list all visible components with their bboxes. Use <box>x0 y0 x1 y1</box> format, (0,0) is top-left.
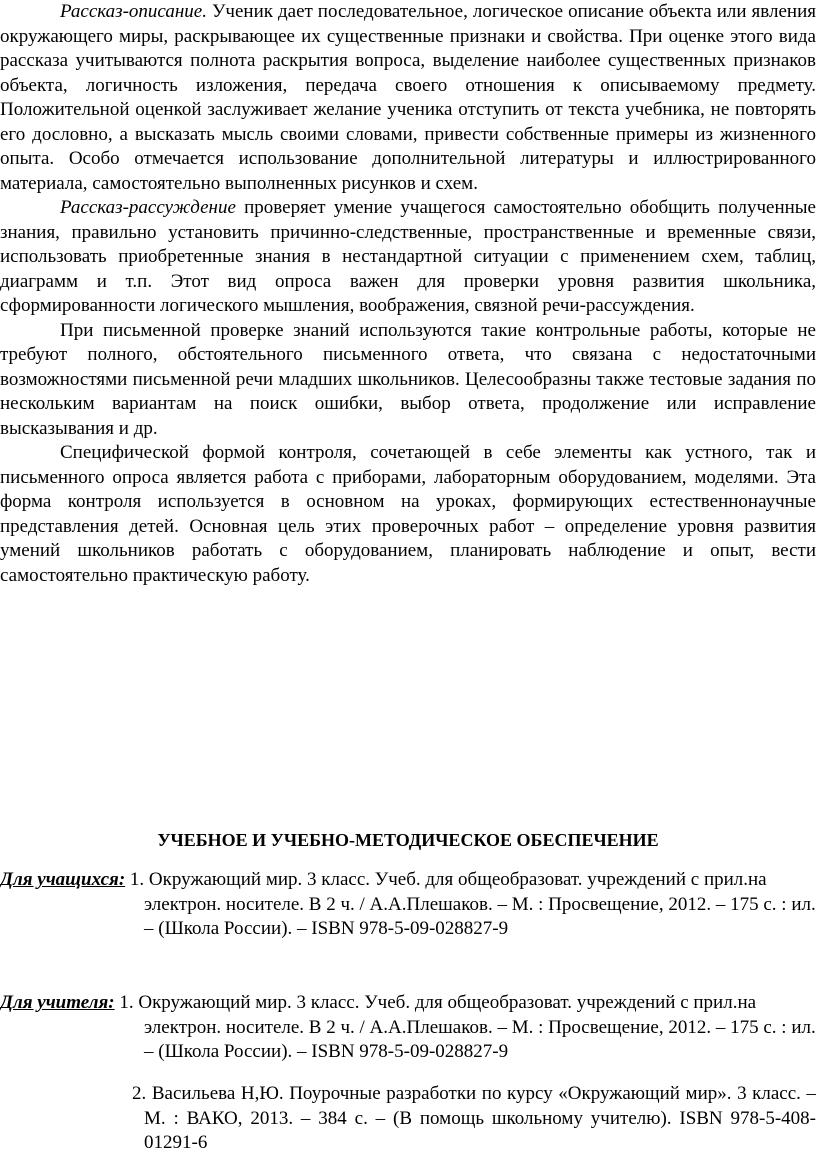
reference-item <box>0 1082 816 1156</box>
teacher-references-2 <box>0 1082 816 1156</box>
paragraph-description-story <box>0 0 816 196</box>
term-description-story: Рассказ-описание. <box>60 1 207 22</box>
teacher-label: Для учителя: <box>0 992 115 1013</box>
reference-item <box>0 991 816 1065</box>
section-heading: УЧЕБНОЕ И УЧЕБНО-МЕТОДИЧЕСКОЕ ОБЕСПЕЧЕНИЕ <box>157 830 659 850</box>
reference-text: Окружающий мир. 3 класс. Учеб. для общеобразоват. учреждений с прил.на электрон. носителе. В 2 ч. / А.А.Плешаков. – М. : Просвещение, 2012. – 175 с. : ил. – (Школа России). – ISBN 978-5-09-028827-9 <box>144 869 816 939</box>
reference-number: 1. <box>129 869 145 890</box>
reference-text: Васильева Н,Ю. Поурочные разработки по курсу «Окружающий мир». 3 класс. – М. : ВАКО, 2013. – 384 с. – (В помощь школьному учителю). ISBN 978-5-408-01291-6 <box>144 1083 816 1153</box>
paragraph-written-check <box>0 319 816 442</box>
students-references <box>0 868 816 942</box>
term-reasoning-story: Рассказ-рассуждение <box>60 197 236 218</box>
reference-text: Окружающий мир. 3 класс. Учеб. для общеобразоват. учреждений с прил.на электрон. носителе. В 2 ч. / А.А.Плешаков. – М. : Просвещение, 2012. – 175 с. : ил. – (Школа России). – ISBN 978-5-09-028827-9 <box>138 992 816 1062</box>
paragraph-specific-control <box>0 441 816 588</box>
paragraph-text: Ученик дает последовательное, логическое описание объекта или явления окружающего миры, раскрывающее их существенные признаки и свойства. При оценке этого вида рассказа учитываются полнота раскрытия вопроса, выделение наиболее существенных признаков объекта, логичность изложения, передача своего отношения к описываемому предмету. Положительной оценкой заслуживает желание ученика отступить от текста учебника, не повторять его дословно, а высказать мысль своими словами, привести собственные примеры из жизненного опыта. Особо отмечается использование дополнительной литературы и иллюстрированного материала, самостоятельно выполненных рисунков и схем. <box>0 1 816 194</box>
reference-item <box>0 868 816 942</box>
paragraph-text: проверяет умение учащегося самостоятельно обобщить полученные знания, правильно установить причинно-следственные, пространственные и временные связи, использовать приобретенные знания в нестандартной ситуации с применением схем, таблиц, диаграмм и т.п. Этот вид опроса важен для проверки уровня развития школьника, сформированности логического мышления, воображения, связной речи-рассуждения. <box>0 197 816 316</box>
teacher-references <box>0 991 816 1065</box>
students-label: Для учащихся: <box>0 869 126 890</box>
paragraph-reasoning-story <box>0 196 816 319</box>
paragraph-text: При письменной проверке знаний используются такие контрольные работы, которые не требуют полного, обстоятельного письменного ответа, что связана с недостаточными возможностями письменной речи младших школьников. Целесообразны также тестовые задания по нескольким вариантам на поиск ошибки, выбор ответа, продолжение или исправление высказывания и др. <box>0 319 816 439</box>
paragraph-text: Специфической формой контроля, сочетающей в себе элементы как устного, так и письменного опроса является работа с приборами, лабораторным оборудованием, моделями. Эта форма контроля используется в основном на уроках, формирующих естественнонаучные представления детей. Основная цель этих проверочных работ – определение уровня развития умений школьников работать с оборудованием, планировать наблюдение и опыт, вести самостоятельно практическую работу. <box>0 442 816 586</box>
reference-number: 2. <box>132 1083 147 1104</box>
reference-number: 1. <box>119 992 134 1013</box>
